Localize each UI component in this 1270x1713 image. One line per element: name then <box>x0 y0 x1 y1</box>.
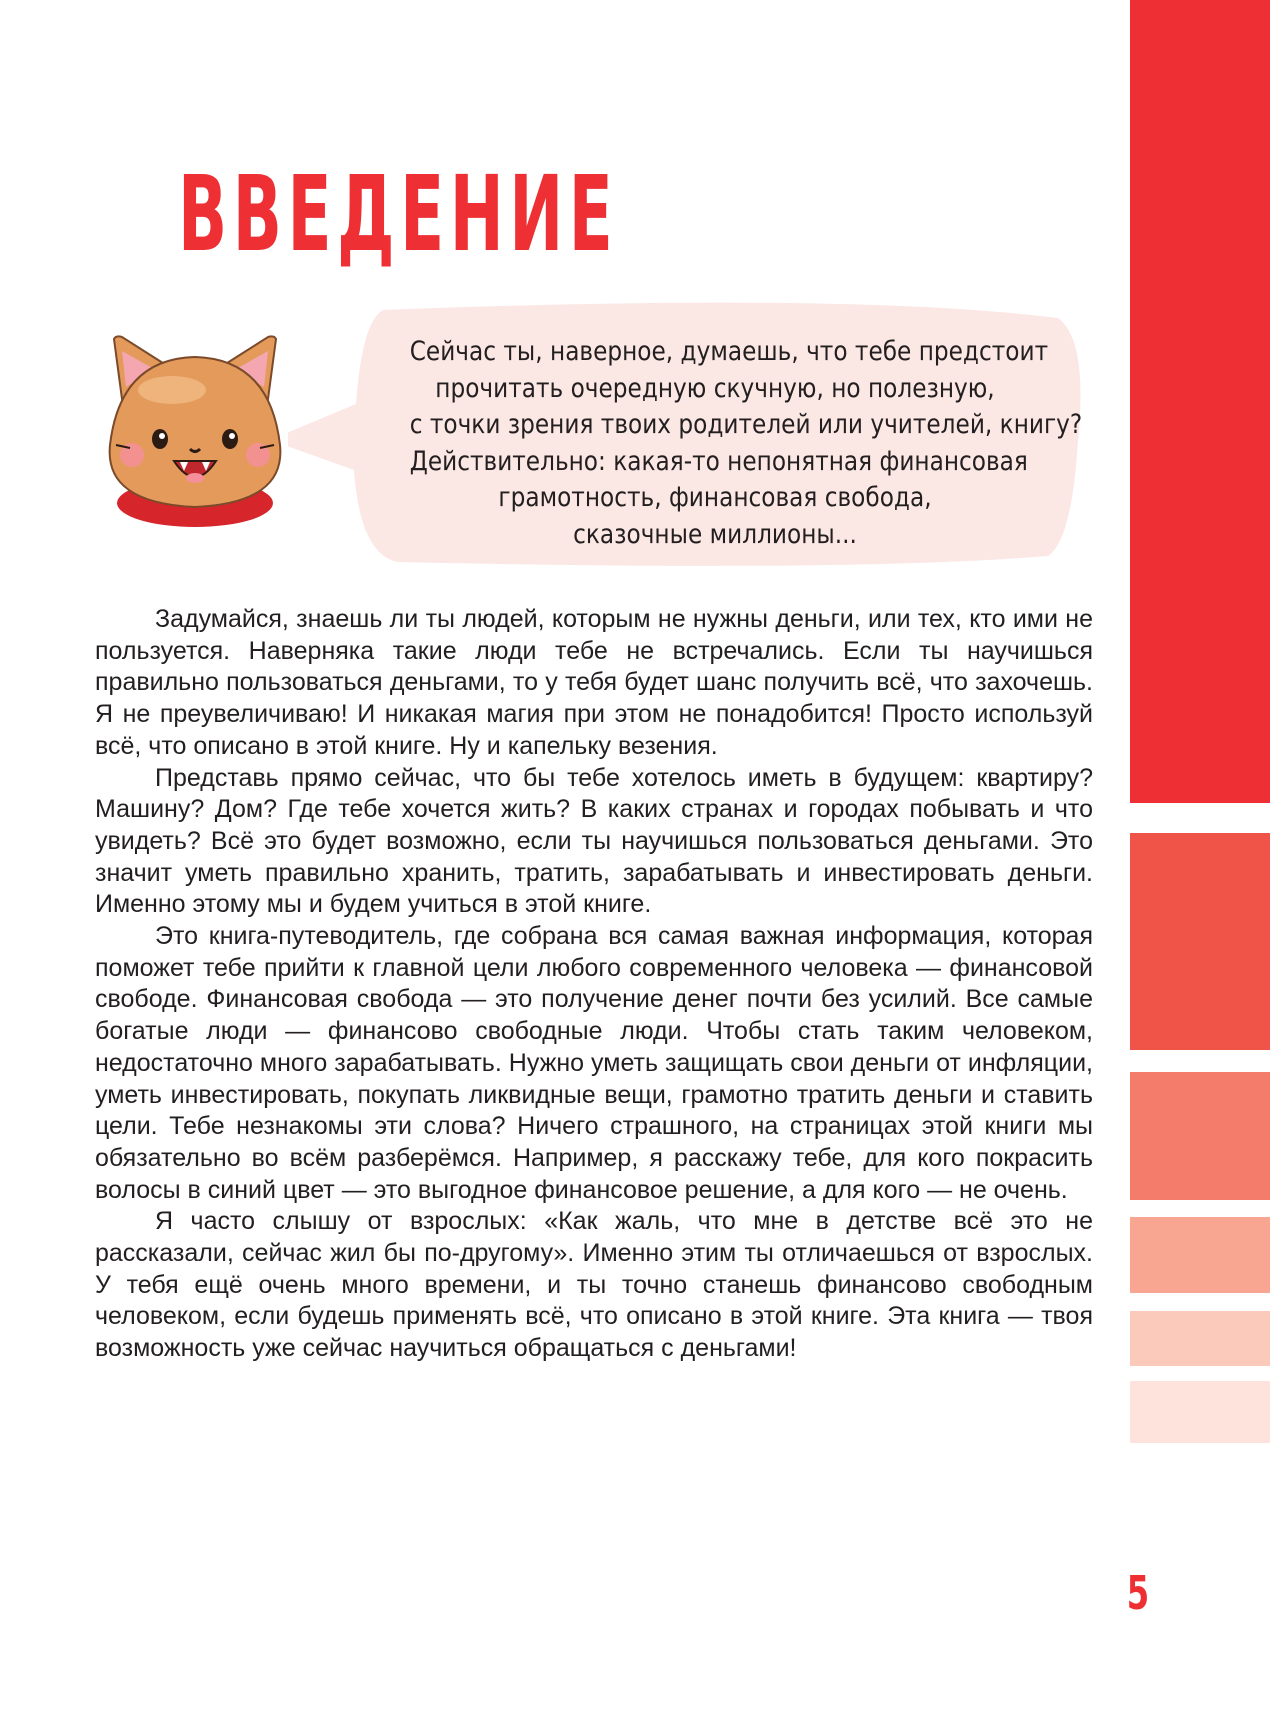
body-paragraph: Задумайся, знаешь ли ты людей, которым не нужны деньги, или тех, кто ими не пользуется. Наверняка такие люди тебе не встречались. Если ты научишься правильно пользоваться деньгами, то у тебя будет шанс получить всё, что захочешь. Я не преувеличиваю! И никакая магия при этом не понадобится! Просто используй всё, что описано в этой книге. Ну и капельку везения. <box>95 605 1093 760</box>
body-paragraph: Это книга-путеводитель, где собрана вся самая важная информация, которая поможет тебе прийти к главной цели любого современного человека — финансовой свободе. Финансовая свобода — это получение денег почти без усилий. Все самые богатые люди — финансово свободные люди. Чтобы стать таким человеком, недостаточно много зарабатывать. Нужно уметь защищать свои деньги от инфляции, уметь инвестировать, покупать ликвидные вещи, грамотно тратить деньги и ставить цели. Тебе незнакомы эти слова? Ничего страшного, на страницах этой книги мы обязательно во всём разберёмся. Например, я расскажу тебе, для кого покрасить волосы в синий цвет — это выгодное финансовое решение, а для кого — не очень. <box>95 922 1093 1204</box>
speech-line: Действительно: какая-то непонятная финансовая <box>409 445 1028 477</box>
sidebar-block-6 <box>1130 1381 1270 1443</box>
body-paragraph: Представь прямо сейчас, что бы тебе хотелось иметь в будущем: квартиру? Машину? Дом? Где тебе хочется жить? В каких странах и городах побывать и что увидеть? Всё это будет возможно, если ты научишься пользоваться деньгами. Это значит уметь правильно хранить, тратить, зарабатывать и инвестировать деньги. Именно этому мы и будем учиться в этой книге. <box>95 763 1093 919</box>
sidebar-block-1 <box>1130 0 1270 803</box>
page-title: ВВЕДЕНИЕ <box>178 153 619 275</box>
speech-line: прочитать очередную скучную, но полезную, <box>435 372 995 404</box>
page-number: 5 <box>1126 1566 1150 1620</box>
cat-mascot-icon <box>100 335 290 535</box>
sidebar-block-2 <box>1130 833 1270 1050</box>
body-paragraph: Я часто слышу от взрослых: «Как жаль, что мне в детстве всё это не рассказали, сейчас жил бы по-другому». Именно этим ты отличаешься от взрослых. У тебя ещё очень много времени, и ты точно станешь финансово свободным человеком, если будешь применять всё, что описано в этой книге. Эта книга — твоя возможность уже сейчас научиться обращаться с деньгами! <box>95 1207 1093 1363</box>
sidebar-block-5 <box>1130 1311 1270 1366</box>
speech-line: Сейчас ты, наверное, думаешь, что тебе предстоит <box>409 336 1049 367</box>
speech-bubble-text <box>409 334 1083 553</box>
speech-line: грамотность, финансовая свобода, <box>498 482 932 513</box>
speech-line: с точки зрения твоих родителей или учителей, книгу? <box>409 409 1083 440</box>
sidebar-block-3 <box>1130 1072 1270 1200</box>
speech-line: сказочные миллионы... <box>573 518 857 550</box>
body-text <box>95 604 1093 1365</box>
sidebar-block-4 <box>1130 1217 1270 1293</box>
